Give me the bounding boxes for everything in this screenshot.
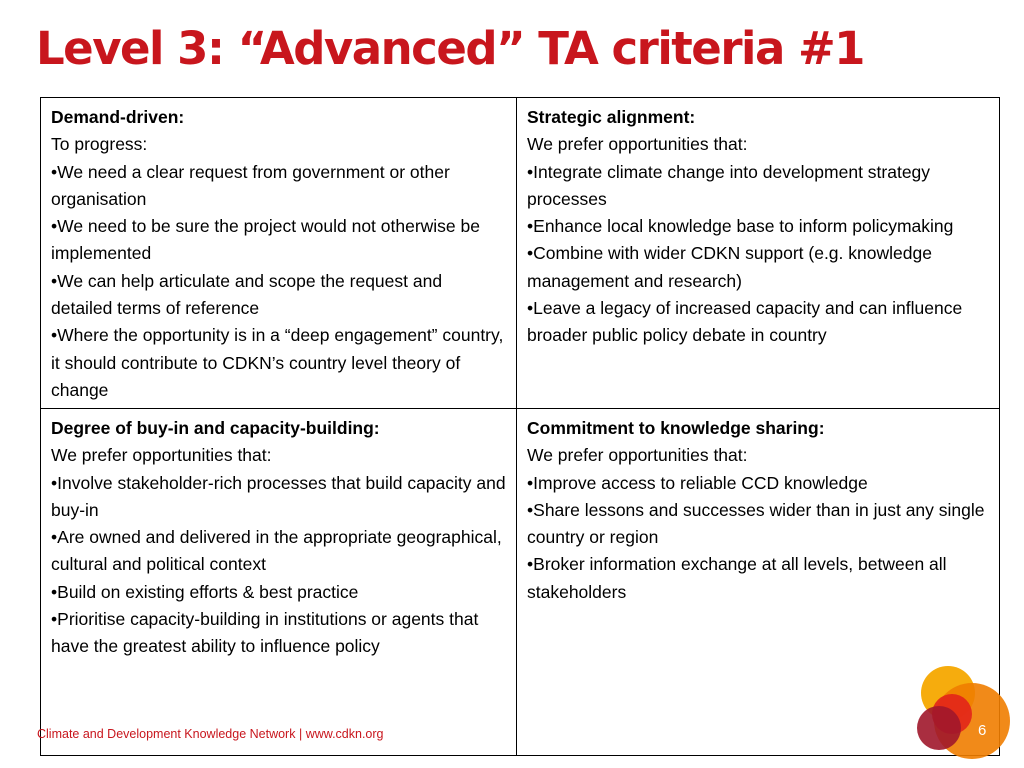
bullet-item: • Are owned and delivered in the appropriate geographical, cultural and political context [51, 524, 506, 579]
cell-intro: We prefer opportunities that: [527, 134, 748, 155]
criteria-cell-buy-in-capacity [41, 409, 517, 755]
bullet-item: • Build on existing efforts & best practice [51, 579, 506, 606]
cell-intro: We prefer opportunities that: [527, 445, 748, 466]
cell-heading: Strategic alignment: [527, 107, 696, 127]
bullet-item: • Where the opportunity is in a “deep engagement” country, it should contribute to CDKN’s country level theory of change [51, 322, 506, 404]
footer-separator: | [298, 727, 303, 741]
bullet-item: • Improve access to reliable CCD knowledge [527, 470, 989, 497]
slide-title: Level 3: “Advanced” TA criteria #1 [36, 22, 864, 75]
bullet-list [527, 470, 989, 606]
bullet-item: • Leave a legacy of increased capacity and can influence broader public policy debate in country [527, 295, 989, 350]
bullet-item: • Enhance local knowledge base to inform policymaking [527, 213, 989, 240]
bullet-item: • Share lessons and successes wider than in just any single country or region [527, 497, 989, 552]
cell-heading: Degree of buy-in and capacity-building: [51, 418, 380, 438]
bullet-list [527, 159, 989, 350]
bullet-item: • We need to be sure the project would not otherwise be implemented [51, 213, 506, 268]
bullet-list [51, 159, 506, 405]
bullet-item: • Combine with wider CDKN support (e.g. knowledge management and research) [527, 240, 989, 295]
criteria-cell-demand-driven [41, 98, 517, 409]
cell-heading: Demand-driven: [51, 107, 185, 127]
cell-intro: We prefer opportunities that: [51, 445, 272, 466]
footer-org: Climate and Development Knowledge Network [37, 727, 296, 741]
cell-intro: To progress: [51, 134, 148, 155]
bullet-item: • Prioritise capacity-building in institutions or agents that have the greatest ability to influence policy [51, 606, 506, 661]
criteria-cell-strategic-alignment [517, 98, 999, 409]
bullet-item: • We need a clear request from government or other organisation [51, 159, 506, 214]
footer-url-link[interactable]: www.cdkn.org [305, 727, 384, 741]
bullet-item: • Integrate climate change into development strategy processes [527, 159, 989, 214]
criteria-table [40, 97, 1000, 756]
logo-circle-dark-red [917, 706, 961, 750]
page-number: 6 [978, 722, 987, 739]
bullet-item: • Involve stakeholder-rich processes that build capacity and buy-in [51, 470, 506, 525]
cdkn-logo-icon [912, 666, 1010, 762]
cell-heading: Commitment to knowledge sharing: [527, 418, 825, 438]
bullet-item: • We can help articulate and scope the request and detailed terms of reference [51, 268, 506, 323]
bullet-list [51, 470, 506, 661]
footer [37, 727, 384, 741]
bullet-item: • Broker information exchange at all levels, between all stakeholders [527, 551, 989, 606]
